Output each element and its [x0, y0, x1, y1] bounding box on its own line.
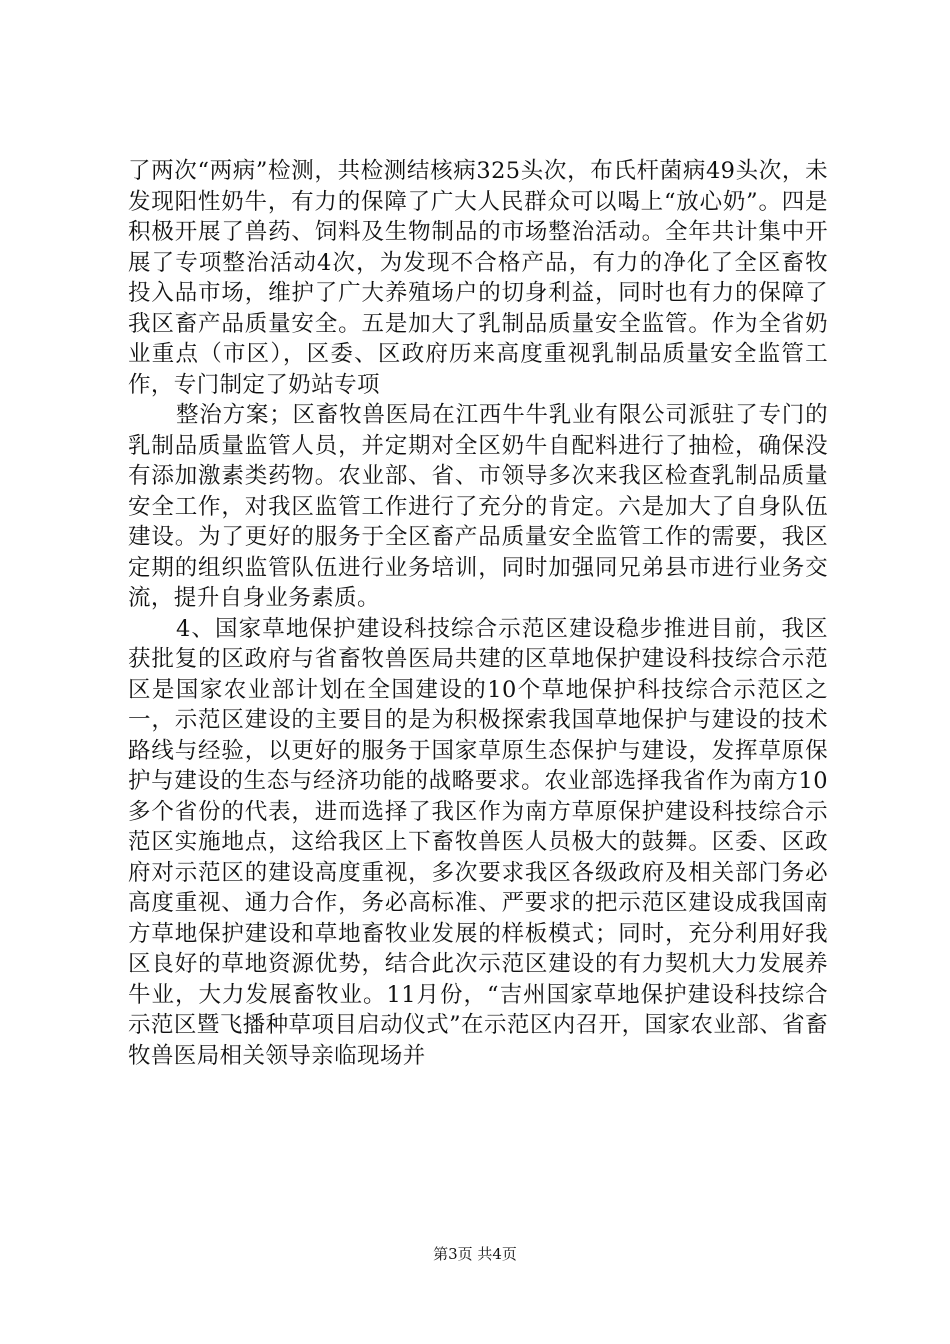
page-number-footer: 第3页 共4页	[433, 1245, 517, 1263]
paragraph-3: 4、国家草地保护建设科技综合示范区建设稳步推进目前，我区获批复的区政府与省畜牧兽医局共建的区草地保护建设科技综合示范区是国家农业部计划在全国建设的10个草地保护科技综合示范区之一，示范区建设的主要目的是为积极探索我国草地保护与建设的技术路线与经验，以更好的服务于国家草原生态保护与建设，发挥草原保护与建设的生态与经济功能的战略要求。农业部选择我省作为南方10多个省份的代表，进而选择了我区作为南方草原保护建设科技综合示范区实施地点，这给我区上下畜牧兽医人员极大的鼓舞。区委、区政府对示范区的建设高度重视，多次要求我区各级政府及相关部门务必高度重视、通力合作，务必高标准、严要求的把示范区建设成我国南方草地保护建设和草地畜牧业发展的样板模式；同时，充分利用好我区良好的草地资源优势，结合此次示范区建设的有力契机大力发展养牛业，大力发展畜牧业。11月份，“吉州国家草地保护建设科技综合示范区暨飞播种草项目启动仪式”在示范区内召开，国家农业部、省畜牧兽医局相关领导亲临现场并	[128, 615, 828, 1069]
paragraph-2: 整治方案；区畜牧兽医局在江西牛牛乳业有限公司派驻了专门的乳制品质量监管人员，并定期对全区奶牛自配料进行了抽检，确保没有添加激素类药物。农业部、省、市领导多次来我区检查乳制品质量安全工作，对我区监管工作进行了充分的肯定。六是加大了自身队伍建设。为了更好的服务于全区畜产品质量安全监管工作的需要，我区定期的组织监管队伍进行业务培训，同时加强同兄弟县市进行业务交流，提升自身业务素质。	[128, 402, 828, 611]
paragraph-1: 了两次“两病”检测，共检测结核病325头次，布氏杆菌病49头次，未发现阳性奶牛，有力的保障了广大人民群众可以喝上“放心奶”。四是积极开展了兽药、饲料及生物制品的市场整治活动。全年共计集中开展了专项整治活动4次，为发现不合格产品，有力的净化了全区畜牧投入品市场，维护了广大养殖场户的切身利益，同时也有力的保障了我区畜产品质量安全。五是加大了乳制品质量安全监管。作为全省奶业重点（市区），区委、区政府历来高度重视乳制品质量安全监管工作，专门制定了奶站专项	[128, 158, 828, 398]
document-body	[128, 156, 828, 1071]
